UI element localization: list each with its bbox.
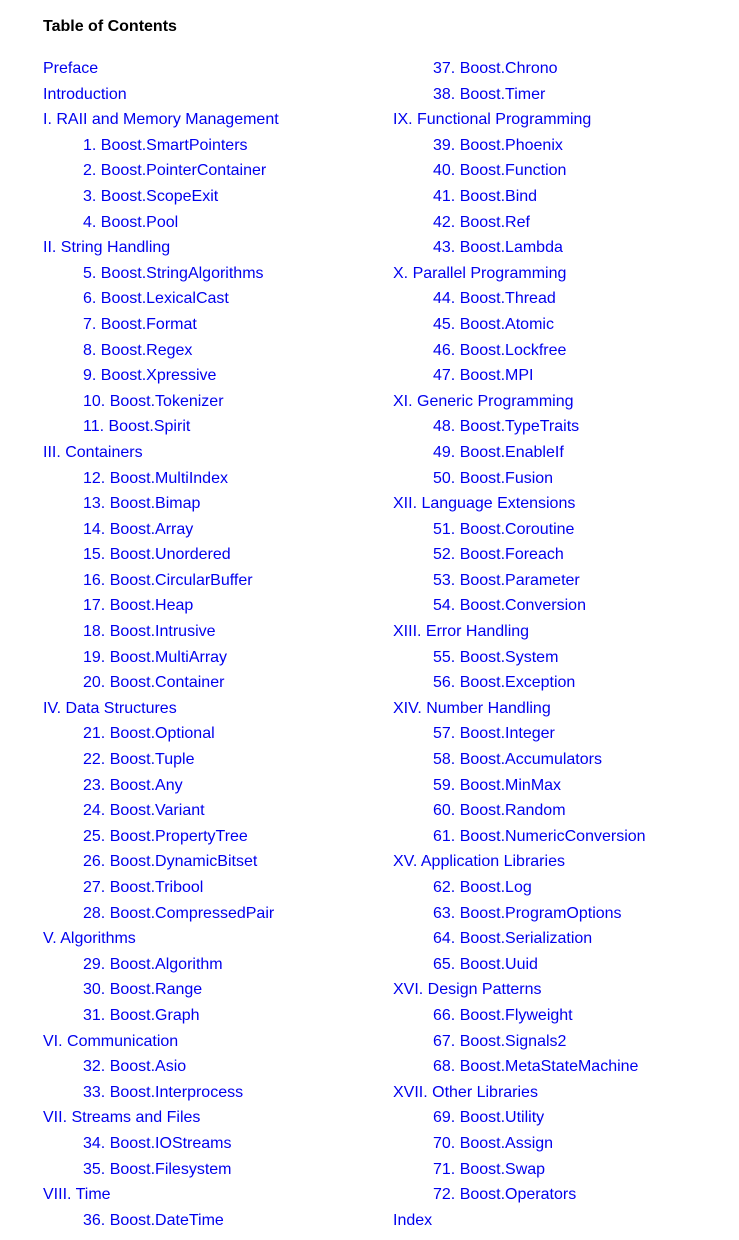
toc-item xyxy=(43,798,279,824)
toc-item xyxy=(393,286,646,312)
toc-item xyxy=(43,466,279,492)
toc-link-chapter[interactable]: 23. Boost.Any xyxy=(83,776,183,794)
toc-item xyxy=(43,210,279,236)
toc-link-part[interactable]: V. Algorithms xyxy=(43,930,136,948)
toc-link-chapter[interactable]: 9. Boost.Xpressive xyxy=(83,367,217,385)
toc-item xyxy=(43,363,279,389)
toc-link-chapter[interactable]: 33. Boost.Interprocess xyxy=(83,1083,244,1101)
toc-link-chapter[interactable]: 41. Boost.Bind xyxy=(433,187,538,205)
toc-item xyxy=(393,261,646,287)
toc-item xyxy=(43,338,279,364)
toc-link-chapter[interactable]: 8. Boost.Regex xyxy=(83,341,193,359)
toc-item xyxy=(393,1080,646,1106)
toc-item xyxy=(43,414,279,440)
toc-link-chapter[interactable]: 31. Boost.Graph xyxy=(83,1006,200,1024)
toc-item xyxy=(43,568,279,594)
toc-link-chapter[interactable]: 63. Boost.ProgramOptions xyxy=(433,904,622,922)
toc-item xyxy=(393,184,646,210)
toc-link-chapter[interactable]: 43. Boost.Lambda xyxy=(433,239,563,257)
toc-right-column xyxy=(393,56,646,1233)
toc-link-chapter[interactable]: 72. Boost.Operators xyxy=(433,1186,577,1204)
toc-link-chapter[interactable]: 52. Boost.Foreach xyxy=(433,546,564,564)
toc-item xyxy=(393,491,646,517)
toc-link-part[interactable]: XV. Application Libraries xyxy=(393,853,565,871)
toc-link-chapter[interactable]: 16. Boost.CircularBuffer xyxy=(83,571,253,589)
toc-item xyxy=(393,1029,646,1055)
toc-item xyxy=(393,210,646,236)
toc-link-chapter[interactable]: 11. Boost.Spirit xyxy=(83,418,191,436)
toc-item xyxy=(43,1105,279,1131)
toc-item xyxy=(43,773,279,799)
toc-item xyxy=(43,82,279,108)
toc-item xyxy=(393,1131,646,1157)
toc-item xyxy=(393,517,646,543)
toc-item xyxy=(43,1157,279,1183)
toc-left-column xyxy=(43,56,279,1233)
toc-link-chapter[interactable]: 32. Boost.Asio xyxy=(83,1058,187,1076)
toc-item xyxy=(393,466,646,492)
toc-item xyxy=(393,1208,646,1234)
toc-item xyxy=(393,107,646,133)
toc-item xyxy=(43,312,279,338)
toc-item xyxy=(393,798,646,824)
toc-item xyxy=(43,184,279,210)
toc-item xyxy=(393,926,646,952)
toc-item xyxy=(393,1157,646,1183)
toc-link-chapter[interactable]: 60. Boost.Random xyxy=(433,802,566,820)
toc-item xyxy=(43,1182,279,1208)
toc-item xyxy=(43,1208,279,1234)
toc-link-chapter[interactable]: 44. Boost.Thread xyxy=(433,290,556,308)
toc-link-chapter[interactable]: 45. Boost.Atomic xyxy=(433,315,554,333)
toc-link-part[interactable]: VIII. Time xyxy=(43,1186,111,1204)
toc-link-part[interactable]: XII. Language Extensions xyxy=(393,495,576,513)
toc-link-chapter[interactable]: 62. Boost.Log xyxy=(433,879,532,896)
toc-link-part[interactable]: VI. Communication xyxy=(43,1032,179,1050)
toc-item xyxy=(393,747,646,773)
toc-link-chapter[interactable]: 17. Boost.Heap xyxy=(83,597,194,615)
toc-link-part[interactable]: VII. Streams and Files xyxy=(43,1109,201,1127)
toc-item xyxy=(393,82,646,108)
toc-link-top[interactable]: Preface xyxy=(43,60,99,77)
toc-item xyxy=(43,286,279,312)
toc-link-chapter[interactable]: 61. Boost.NumericConversion xyxy=(433,827,646,845)
toc-link-chapter[interactable]: 7. Boost.Format xyxy=(83,315,197,333)
toc-link-chapter[interactable]: 59. Boost.MinMax xyxy=(433,776,562,794)
toc-link-chapter[interactable]: 21. Boost.Optional xyxy=(83,725,215,743)
toc-link-part[interactable]: XI. Generic Programming xyxy=(393,392,574,410)
toc-link-chapter[interactable]: 68. Boost.MetaStateMachine xyxy=(433,1058,639,1076)
toc-link-chapter[interactable]: 13. Boost.Bimap xyxy=(83,495,201,513)
toc-link-chapter[interactable]: 55. Boost.System xyxy=(433,648,559,666)
toc-link-top[interactable]: Index xyxy=(393,1211,433,1229)
toc-link-chapter[interactable]: 27. Boost.Tribool xyxy=(83,879,204,896)
toc-link-chapter[interactable]: 26. Boost.DynamicBitset xyxy=(83,853,258,871)
toc-link-part[interactable]: XVI. Design Patterns xyxy=(393,981,542,999)
toc-item xyxy=(43,696,279,722)
toc-link-part[interactable]: IX. Functional Programming xyxy=(393,111,592,129)
toc-item xyxy=(393,133,646,159)
toc-link-chapter[interactable]: 1. Boost.SmartPointers xyxy=(83,136,248,154)
toc-item xyxy=(43,158,279,184)
toc-item xyxy=(393,875,646,901)
toc-item xyxy=(43,107,279,133)
toc-item xyxy=(43,926,279,952)
toc-link-chapter[interactable]: 36. Boost.DateTime xyxy=(83,1211,224,1229)
toc-link-chapter[interactable]: 51. Boost.Coroutine xyxy=(433,520,575,538)
toc-link-chapter[interactable]: 34. Boost.IOStreams xyxy=(83,1134,232,1152)
toc-item xyxy=(393,1054,646,1080)
toc-link-part[interactable]: IV. Data Structures xyxy=(43,699,177,717)
toc-link-chapter[interactable]: 69. Boost.Utility xyxy=(433,1109,545,1127)
toc-item xyxy=(43,1131,279,1157)
toc-link-chapter[interactable]: 53. Boost.Parameter xyxy=(433,571,580,589)
toc-item xyxy=(43,593,279,619)
toc-link-part[interactable]: III. Containers xyxy=(43,443,143,461)
toc-item xyxy=(393,849,646,875)
toc-link-chapter[interactable]: 38. Boost.Timer xyxy=(433,85,546,103)
toc-item xyxy=(43,389,279,415)
toc-item xyxy=(393,56,646,82)
toc-item xyxy=(43,901,279,927)
toc-item xyxy=(43,977,279,1003)
toc-item xyxy=(43,1003,279,1029)
toc-link-part[interactable]: I. RAII and Memory Management xyxy=(43,111,279,129)
toc-item xyxy=(43,824,279,850)
toc-link-chapter[interactable]: 65. Boost.Uuid xyxy=(433,955,538,973)
toc-item xyxy=(43,133,279,159)
toc-item xyxy=(393,235,646,261)
toc-link-chapter[interactable]: 46. Boost.Lockfree xyxy=(433,341,567,359)
toc-link-chapter[interactable]: 19. Boost.MultiArray xyxy=(83,648,228,666)
toc-link-chapter[interactable]: 35. Boost.Filesystem xyxy=(83,1160,232,1178)
toc-item xyxy=(43,56,279,82)
toc-item xyxy=(393,977,646,1003)
toc-item xyxy=(393,158,646,184)
toc-link-chapter[interactable]: 49. Boost.EnableIf xyxy=(433,443,564,461)
toc-link-chapter[interactable]: 56. Boost.Exception xyxy=(433,674,576,692)
toc-item xyxy=(393,619,646,645)
toc-item xyxy=(43,235,279,261)
toc-link-part[interactable]: XVII. Other Libraries xyxy=(393,1083,538,1101)
toc-item xyxy=(43,440,279,466)
toc-item xyxy=(43,721,279,747)
toc-link-part[interactable]: XIV. Number Handling xyxy=(393,699,551,717)
toc-item xyxy=(43,261,279,287)
toc-item xyxy=(393,440,646,466)
toc-link-chapter[interactable]: 48. Boost.TypeTraits xyxy=(433,418,580,436)
toc-link-part[interactable]: X. Parallel Programming xyxy=(393,264,567,282)
toc-item xyxy=(43,619,279,645)
toc-link-chapter[interactable]: 6. Boost.LexicalCast xyxy=(83,290,229,308)
toc-item xyxy=(393,952,646,978)
toc-link-chapter[interactable]: 47. Boost.MPI xyxy=(433,367,534,385)
toc-item xyxy=(393,338,646,364)
toc-link-chapter[interactable]: 30. Boost.Range xyxy=(83,981,203,999)
page-title: Table of Contents xyxy=(43,18,177,35)
toc-link-chapter[interactable]: 37. Boost.Chrono xyxy=(433,60,558,77)
toc-link-chapter[interactable]: 67. Boost.Signals2 xyxy=(433,1032,567,1050)
toc-link-chapter[interactable]: 2. Boost.PointerContainer xyxy=(83,162,267,180)
toc-item xyxy=(43,542,279,568)
toc-item xyxy=(393,1182,646,1208)
toc-link-part[interactable]: XIII. Error Handling xyxy=(393,623,530,641)
toc-link-chapter[interactable]: 71. Boost.Swap xyxy=(433,1160,546,1178)
toc-link-chapter[interactable]: 10. Boost.Tokenizer xyxy=(83,392,224,410)
toc-item xyxy=(393,542,646,568)
toc-link-chapter[interactable]: 18. Boost.Intrusive xyxy=(83,623,216,641)
toc-link-chapter[interactable]: 24. Boost.Variant xyxy=(83,802,205,820)
toc-link-chapter[interactable]: 3. Boost.ScopeExit xyxy=(83,187,219,205)
toc-item xyxy=(43,1080,279,1106)
toc-item xyxy=(393,414,646,440)
toc-link-chapter[interactable]: 58. Boost.Accumulators xyxy=(433,751,602,769)
toc-item xyxy=(43,1054,279,1080)
toc-item xyxy=(393,696,646,722)
toc-item xyxy=(393,1003,646,1029)
toc-item xyxy=(393,312,646,338)
toc-link-chapter[interactable]: 4. Boost.Pool xyxy=(83,213,179,231)
toc-item xyxy=(393,773,646,799)
toc-link-chapter[interactable]: 50. Boost.Fusion xyxy=(433,469,554,487)
toc-link-chapter[interactable]: 22. Boost.Tuple xyxy=(83,751,195,769)
toc-item xyxy=(393,721,646,747)
toc-link-chapter[interactable]: 5. Boost.StringAlgorithms xyxy=(83,264,264,282)
toc-item xyxy=(43,747,279,773)
toc-link-chapter[interactable]: 20. Boost.Container xyxy=(83,674,225,692)
toc-item xyxy=(43,952,279,978)
toc-link-chapter[interactable]: 57. Boost.Integer xyxy=(433,725,555,743)
toc-link-chapter[interactable]: 70. Boost.Assign xyxy=(433,1134,554,1152)
toc-link-chapter[interactable]: 64. Boost.Serialization xyxy=(433,930,593,948)
toc-item xyxy=(43,875,279,901)
toc-item xyxy=(393,568,646,594)
toc-link-chapter[interactable]: 29. Boost.Algorithm xyxy=(83,955,223,973)
toc-item xyxy=(393,593,646,619)
toc-link-chapter[interactable]: 40. Boost.Function xyxy=(433,162,567,180)
toc-link-chapter[interactable]: 25. Boost.PropertyTree xyxy=(83,827,248,845)
toc-link-chapter[interactable]: 15. Boost.Unordered xyxy=(83,546,231,564)
toc-link-chapter[interactable]: 66. Boost.Flyweight xyxy=(433,1006,573,1024)
toc-item xyxy=(43,849,279,875)
toc-link-chapter[interactable]: 39. Boost.Phoenix xyxy=(433,136,563,154)
toc-item xyxy=(393,901,646,927)
toc-link-chapter[interactable]: 12. Boost.MultiIndex xyxy=(83,469,228,487)
toc-link-chapter[interactable]: 14. Boost.Array xyxy=(83,520,194,538)
toc-item xyxy=(393,824,646,850)
toc-item xyxy=(393,389,646,415)
toc-item xyxy=(43,491,279,517)
toc-link-chapter[interactable]: 42. Boost.Ref xyxy=(433,213,530,231)
toc-link-top[interactable]: Introduction xyxy=(43,85,127,103)
toc-item xyxy=(43,1029,279,1055)
toc-item xyxy=(393,1105,646,1131)
toc-link-chapter[interactable]: 54. Boost.Conversion xyxy=(433,597,586,615)
toc-item xyxy=(393,670,646,696)
toc-item xyxy=(43,645,279,671)
toc-link-part[interactable]: II. String Handling xyxy=(43,239,171,257)
toc-item xyxy=(393,645,646,671)
toc-item xyxy=(43,517,279,543)
toc-item xyxy=(43,670,279,696)
toc-item xyxy=(393,363,646,389)
toc-link-chapter[interactable]: 28. Boost.CompressedPair xyxy=(83,904,275,922)
